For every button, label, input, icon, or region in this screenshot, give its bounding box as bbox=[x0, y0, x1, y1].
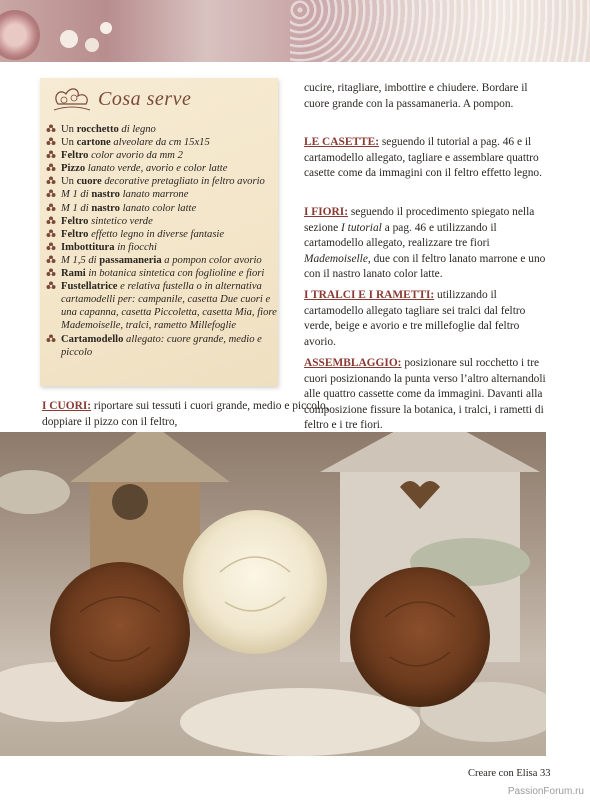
top-decorative-photo bbox=[0, 0, 590, 62]
materials-item: Feltro sintetico verde bbox=[46, 215, 278, 228]
flower-bullet-icon bbox=[46, 150, 56, 160]
flower-bullet-icon bbox=[46, 176, 56, 186]
text-assemblaggio: posizionare sul rocchetto i tre cuori posizionando la punta verso l’altro alternandoli alle quattro cassette come da immagini. Davanti alla composizione fissure la botanica, i tralci, i rametti di feltro e i tre fiori. bbox=[304, 357, 546, 432]
section-i-fiori: I FIORI: seguendo il procedimento spiegato nella sezione I tutorial a pag. 46 e utilizzando il cartamodello allegato, realizzare tre fiori Mademoiselle, due con il feltro lanato marrone e uno con il nastro lanato color latte. bbox=[304, 206, 546, 281]
footer-page-number: 33 bbox=[540, 768, 551, 779]
text-i-cuori: riportare sui tessuti i cuori grande, medio e piccolo, doppiare il pizzo con il feltro, bbox=[42, 400, 329, 428]
heading-le-casette: LE CASETTE: bbox=[304, 136, 380, 148]
flower-bullet-icon bbox=[46, 268, 56, 278]
watermark: PassionForum.ru bbox=[507, 786, 584, 797]
materials-item: M 1,5 di passamaneria a pompon color avorio bbox=[46, 254, 278, 267]
materials-list bbox=[46, 123, 278, 359]
footer-magazine: Creare con Elisa bbox=[468, 768, 538, 779]
materials-item: Cartamodello allegato: cuore grande, medio e piccolo bbox=[46, 333, 278, 359]
project-photo bbox=[0, 432, 546, 756]
project-photo-illustration bbox=[0, 432, 546, 756]
right-intro: cucire, ritagliare, imbottire e chiudere. Bordare il cuore grande con la passamaneria. A pompon. bbox=[304, 82, 528, 110]
section-i-cuori bbox=[42, 399, 332, 430]
text-le-casette: seguendo il tutorial a pag. 46 e il cartamodello allegato, tagliare e assemblare quattro casette come da immagini con il feltro effetto legno. bbox=[304, 136, 542, 180]
heading-i-cuori: I CUORI: bbox=[42, 400, 92, 412]
flower-bullet-icon bbox=[46, 334, 56, 344]
materials-item: Rami in botanica sintetica con foglioline e fiori bbox=[46, 267, 278, 280]
materials-item: Feltro color avorio da mm 2 bbox=[46, 149, 278, 162]
heading-tralci-rametti: I TRALCI E I RAMETTI: bbox=[304, 289, 435, 301]
text-tralci-rametti: utilizzando il cartamodello allegato tagliare sei tralci dal feltro verde, beige e avorio e tre millefoglie dal feltro avorio. bbox=[304, 289, 526, 348]
materials-item: Un cuore decorative pretagliato in feltro avorio bbox=[46, 175, 278, 188]
materials-item: M 1 di nastro lanato marrone bbox=[46, 188, 278, 201]
lace-heart-icon bbox=[50, 82, 94, 116]
flower-bullet-icon bbox=[46, 124, 56, 134]
flower-bullet-icon bbox=[46, 281, 56, 291]
heading-assemblaggio: ASSEMBLAGGIO: bbox=[304, 357, 402, 369]
flower-bullet-icon bbox=[46, 203, 56, 213]
flower-bullet-icon bbox=[46, 216, 56, 226]
materials-title: Cosa serve bbox=[98, 88, 192, 110]
flower-bullet-icon bbox=[46, 189, 56, 199]
heading-i-fiori: I FIORI: bbox=[304, 206, 348, 218]
section-le-casette bbox=[304, 135, 548, 182]
section-tralci-rametti bbox=[304, 288, 548, 350]
flower-bullet-icon bbox=[46, 163, 56, 173]
materials-item: Pizzo lanato verde, avorio e color latte bbox=[46, 162, 278, 175]
materials-item: Un cartone alveolare da cm 15x15 bbox=[46, 136, 278, 149]
materials-item: Fustellatrice e relativa fustella o in alternativa cartamodelli per: campanile, casetta Due cuori e una capanna, casetta Piccoletta, casetta Mia, fiore Mademoiselle, tralci, rametto Millefoglie bbox=[46, 280, 278, 332]
materials-item: M 1 di nastro lanato color latte bbox=[46, 202, 278, 215]
materials-item: Feltro effetto legno in diverse fantasie bbox=[46, 228, 278, 241]
flower-bullet-icon bbox=[46, 229, 56, 239]
flower-bullet-icon bbox=[46, 137, 56, 147]
flower-bullet-icon bbox=[46, 242, 56, 252]
materials-item: Un rocchetto di legno bbox=[46, 123, 278, 136]
flower-bullet-icon bbox=[46, 255, 56, 265]
section-assemblaggio bbox=[304, 356, 548, 434]
materials-item: Imbottitura in fiocchi bbox=[46, 241, 278, 254]
